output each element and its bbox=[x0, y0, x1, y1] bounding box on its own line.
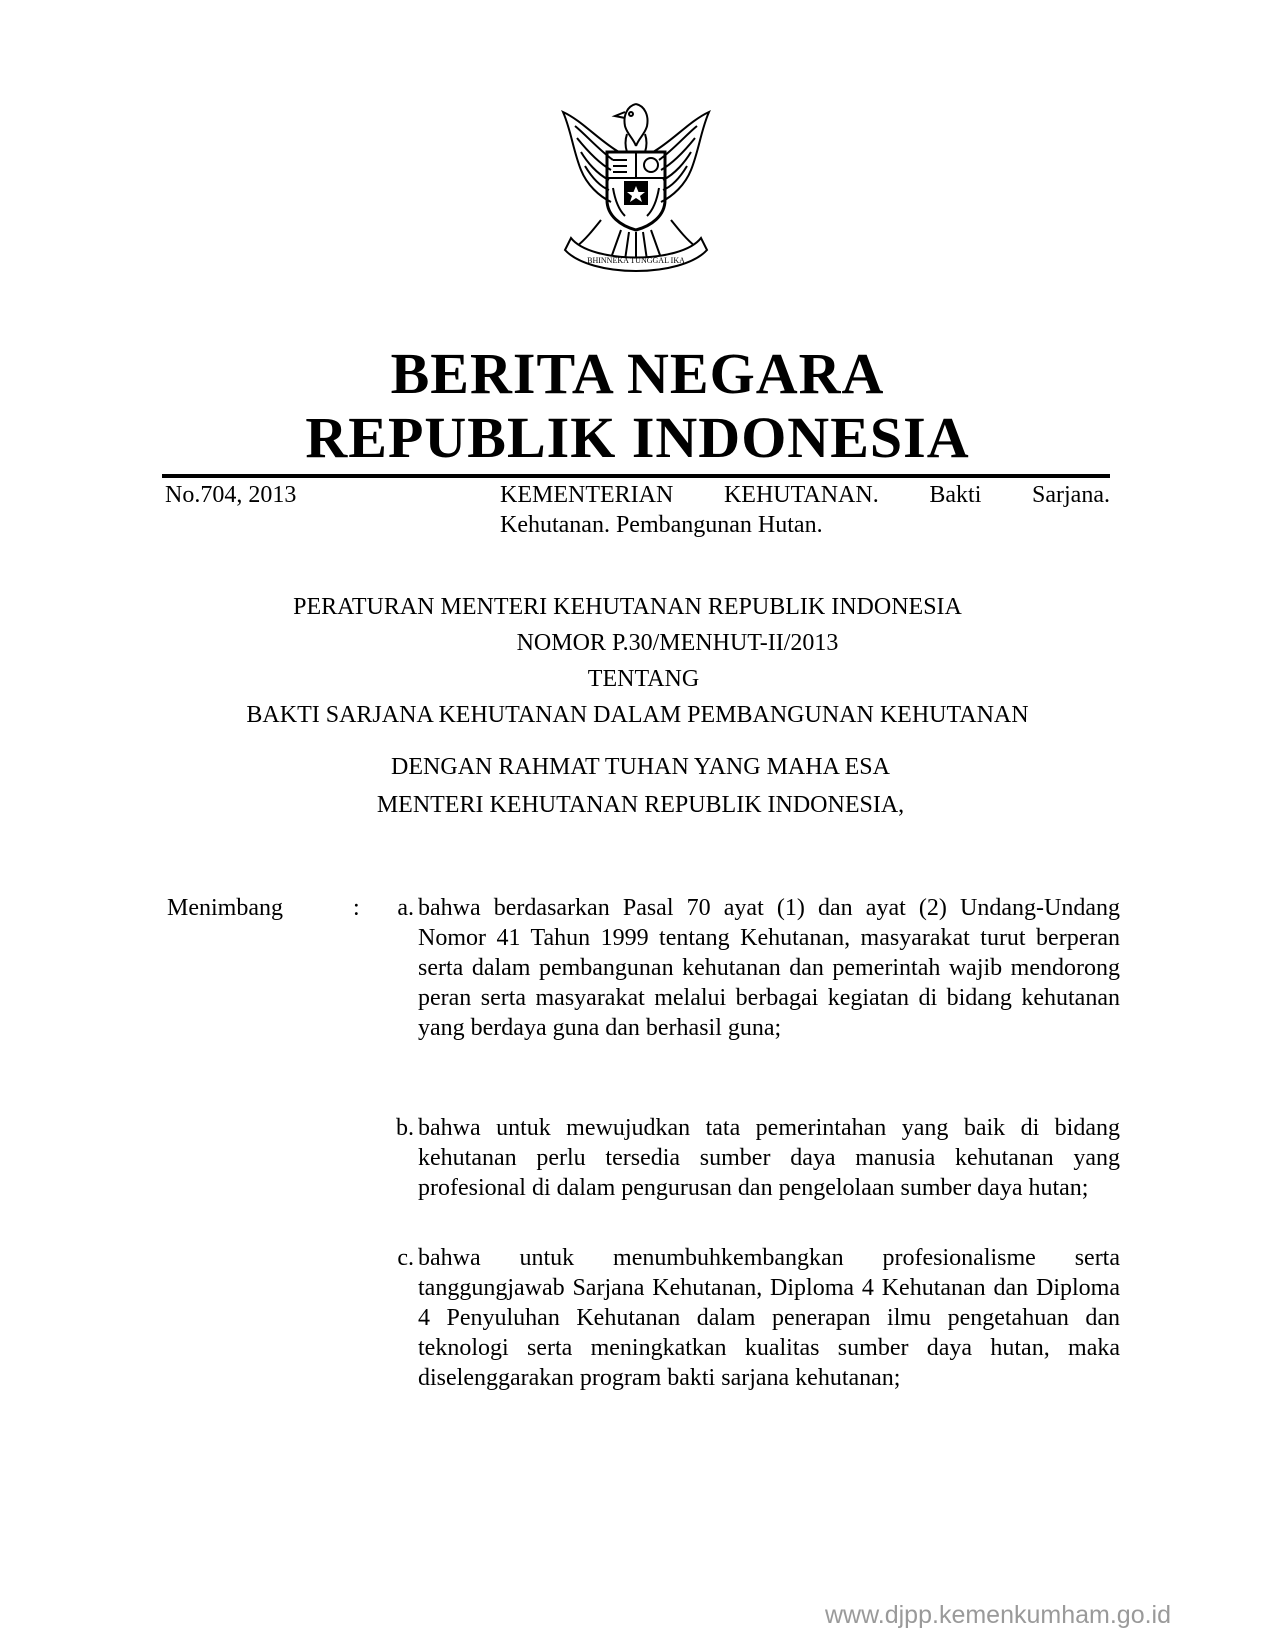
masthead-title: BERITA NEGARA bbox=[390, 341, 885, 406]
gazette-subject bbox=[500, 480, 1110, 540]
svg-text:BHINNEKA TUNGGAL IKA: BHINNEKA TUNGGAL IKA bbox=[587, 256, 685, 265]
regulation-number: NOMOR P.30/MENHUT-II/2013 bbox=[516, 630, 839, 656]
item-marker: c. bbox=[397, 1245, 414, 1271]
garuda-pancasila-emblem-icon bbox=[541, 90, 731, 285]
considering-item bbox=[370, 1113, 1120, 1233]
gazette-subject-line2: Kehutanan. Pembangunan Hutan. bbox=[500, 512, 823, 538]
item-marker: b. bbox=[396, 1115, 414, 1141]
masthead-subtitle: REPUBLIK INDONESIA bbox=[305, 405, 970, 470]
subject-word: KEMENTERIAN bbox=[500, 482, 674, 508]
masthead-divider bbox=[162, 474, 1110, 478]
item-marker: a. bbox=[397, 895, 414, 921]
considering-label: Menimbang bbox=[167, 895, 283, 921]
gazette-subject-line1 bbox=[500, 480, 1110, 510]
regulation-about: TENTANG bbox=[587, 666, 700, 692]
subject-word: Sarjana. bbox=[1032, 482, 1110, 508]
subject-word: KEHUTANAN. bbox=[723, 482, 879, 508]
considering-item bbox=[370, 893, 1120, 1103]
source-watermark: www.djpp.kemenkumham.go.id bbox=[825, 1601, 1171, 1629]
considering-item bbox=[370, 1243, 1120, 1453]
regulation-title: PERATURAN MENTERI KEHUTANAN REPUBLIK INDONESIA bbox=[293, 594, 962, 620]
issuer: MENTERI KEHUTANAN REPUBLIK INDONESIA, bbox=[376, 792, 905, 818]
item-text: bahwa untuk mewujudkan tata pemerintahan yang baik di bidang kehutanan perlu tersedia sumber daya manusia kehutanan yang profesional di dalam pengurusan dan pengelolaan sumber daya hutan; bbox=[418, 1115, 1120, 1201]
regulation-subject: BAKTI SARJANA KEHUTANAN DALAM PEMBANGUNAN KEHUTANAN bbox=[246, 702, 1029, 728]
considering-colon: : bbox=[353, 895, 360, 921]
invocation: DENGAN RAHMAT TUHAN YANG MAHA ESA bbox=[391, 754, 890, 780]
gazette-number: No.704, 2013 bbox=[165, 482, 297, 508]
item-text: bahwa untuk menumbuhkembangkan profesionalisme serta tanggungjawab Sarjana Kehutanan, Diploma 4 Kehutanan dan Diploma 4 Penyuluhan Kehutanan dalam penerapan ilmu pengetahuan dan teknologi serta meningkatkan kualitas sumber daya hutan, maka diselenggarakan program bakti sarjana kehutanan; bbox=[418, 1245, 1120, 1391]
item-text: bahwa berdasarkan Pasal 70 ayat (1) dan ayat (2) Undang-Undang Nomor 41 Tahun 1999 tentang Kehutanan, masyarakat turut berperan serta dalam pembangunan kehutanan dan pemerintah wajib mendorong peran serta masyarakat melalui berbagai kegiatan di bidang kehutanan yang berdaya guna dan berhasil guna; bbox=[418, 895, 1120, 1041]
subject-word: Bakti bbox=[929, 482, 982, 508]
